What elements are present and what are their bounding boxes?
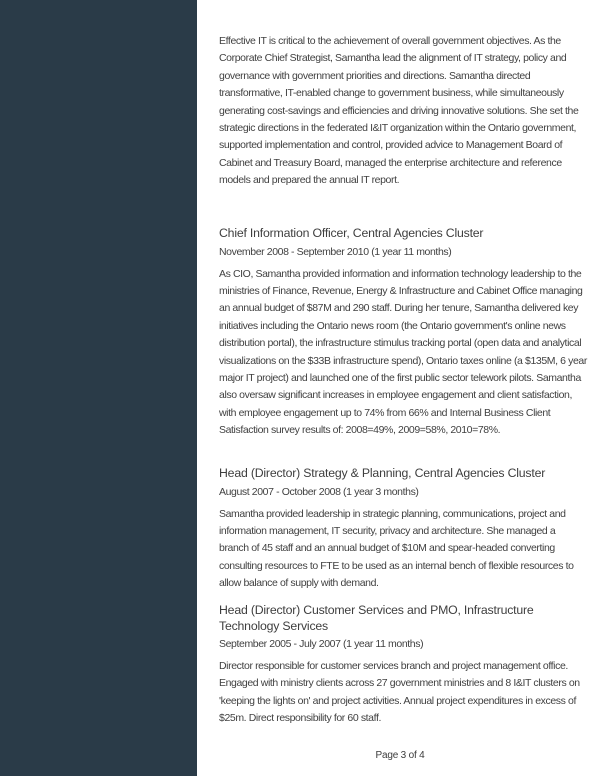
job-dates: August 2007 - October 2008 (1 year 3 months): [219, 485, 419, 498]
job-title: Head (Director) Customer Services and PMO, Infrastructure Technology Services: [219, 603, 534, 633]
sidebar-panel: [0, 0, 197, 776]
job-entry-strategy-planning: [219, 466, 587, 593]
job-description: Samantha provided leadership in strategic planning, communications, project and information management, IT security, privacy and architecture. She managed a branch of 45 staff and an annual budget of $10M and spear-headed converting consulting resources to FTE to be used as an internal bench of flexible resources to allow balance of supply with demand.: [219, 507, 574, 590]
job-entry-customer-services-pmo: [219, 603, 587, 728]
job-description: As CIO, Samantha provided information and information technology leadership to the ministries of Finance, Revenue, Energy & Infrastructure and Cabinet Office managing an annual budget of $87M and 290 staff. During her tenure, Samantha delivered key initiatives including the Ontario news room (the Ontario government's online news distribution portal), the infrastructure stimulus tracking portal (open data and analytical visualizations on the $33B infrastructure spend), Ontario taxes online (a $135M, 6 year major IT project) and launched one of the first public sector telework pilots. Samantha also oversaw significant increases in employee engagement and client satisfaction, with employee engagement up to 74% from 66% and Internal Business Client Satisfaction survey results of: 2008=49%, 2009=58%, 2010=78%.: [219, 267, 587, 437]
job-description: Director responsible for customer services branch and project management office. Engaged with ministry clients across 27 government ministries and 8 I&IT clusters on 'keeping the lights on' and project activities. Annual project expenditures in excess of $25m. Direct responsibility for 60 staff.: [219, 660, 580, 725]
job-title: Head (Director) Strategy & Planning, Central Agencies Cluster: [219, 466, 546, 480]
job-dates: September 2005 - July 2007 (1 year 11 months): [219, 638, 424, 650]
job-dates: November 2008 - September 2010 (1 year 11 months): [219, 245, 452, 258]
job-title: Chief Information Officer, Central Agencies Cluster: [219, 226, 484, 240]
page-footer: [219, 750, 581, 761]
profile-summary: Effective IT is critical to the achievement of overall government objectives. As the Corporate Chief Strategist, Samantha lead the alignment of IT strategy, policy and governance with government priorities and directions. Samantha directed transformative, IT-enabled change to government business, while simultaneously generating cost-savings and efficiencies and driving innovative solutions. She set the strategic directions in the federated I&IT organization within the Ontario government, supported implementation and control, provided advice to Management Board of Cabinet and Treasury Board, managed the enterprise architecture and reference models and prepared the annual IT report.: [219, 35, 579, 187]
page-number: Page 3 of 4: [375, 750, 425, 761]
job-entry-cio: [219, 226, 587, 440]
